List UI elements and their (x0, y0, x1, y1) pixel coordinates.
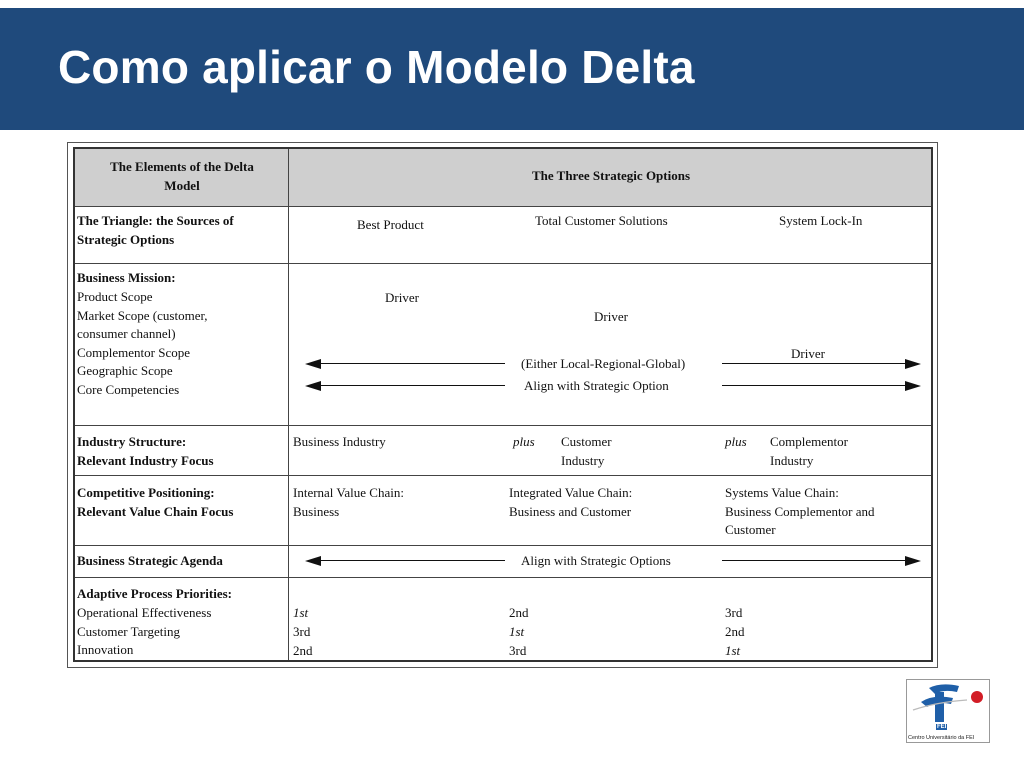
row-divider (75, 206, 931, 207)
driver-total-customer: Driver (594, 309, 628, 324)
value-chain-systems: Systems Value Chain: Business Complementor and Customer (725, 485, 875, 537)
arrow-left-head (305, 381, 321, 391)
priority-cell: 3rd (725, 605, 743, 620)
column-divider (288, 149, 289, 660)
option-best-product: Best Product (357, 217, 424, 232)
arrow-line (319, 560, 505, 561)
arrow-right-head (905, 381, 921, 391)
adaptive-items: Operational Effectiveness Customer Targeting Innovation (77, 605, 212, 657)
slide-title: Como aplicar o Modelo Delta (58, 41, 695, 93)
either-scope-note: (Either Local-Regional-Global) (521, 356, 686, 371)
option-total-customer-solutions: Total Customer Solutions (535, 213, 668, 228)
industry-business: Business Industry (293, 434, 386, 449)
fei-logo-icon (907, 680, 991, 730)
arrow-line (722, 363, 908, 364)
arrow-right-head (905, 556, 921, 566)
row-divider (75, 263, 931, 264)
arrow-right-head (905, 359, 921, 369)
driver-best-product: Driver (385, 290, 419, 305)
priority-cell: 2nd (725, 624, 745, 639)
industry-customer: Customer Industry (561, 434, 612, 468)
option-system-lock-in: System Lock-In (779, 213, 863, 228)
logo-caption: Centro Universitário da FEI (908, 735, 975, 741)
agenda-label: Business Strategic Agenda (77, 553, 223, 568)
industry-plus-2: plus (725, 434, 747, 449)
value-chain-integrated: Integrated Value Chain: Business and Customer (509, 485, 633, 519)
arrow-left-head (305, 556, 321, 566)
priority-cell: 1st (293, 605, 309, 620)
align-strategic-option: Align with Strategic Option (524, 378, 669, 393)
row-divider (75, 545, 931, 546)
industry-label: Industry Structure: Relevant Industry Focus (77, 434, 214, 468)
priority-cell: 3rd (293, 624, 311, 639)
row-divider (75, 577, 931, 578)
fei-logo (906, 679, 990, 743)
header-options: The Three Strategic Options (531, 168, 691, 183)
arrow-line (319, 363, 505, 364)
arrow-line (722, 560, 908, 561)
value-chain-internal: Internal Value Chain: Business (293, 485, 404, 519)
industry-complementor: Complementor Industry (770, 434, 848, 468)
mission-items: Product Scope Market Scope (customer, consumer channel) Complementor Scope Geographic Scope Core Competencies (77, 289, 208, 397)
priority-cell: 1st (725, 643, 741, 658)
arrow-left-head (305, 359, 321, 369)
delta-model-table (73, 147, 933, 662)
header-elements: The Elements of the Delta Model (110, 159, 254, 193)
triangle-label: The Triangle: the Sources of Strategic Options (77, 213, 234, 247)
arrow-line (722, 385, 908, 386)
logo-mark: FEI (937, 724, 947, 730)
adaptive-label: Adaptive Process Priorities: (77, 586, 232, 601)
priority-cell: 1st (509, 624, 525, 639)
driver-system-lock-in: Driver (791, 346, 825, 361)
mission-label: Business Mission: (77, 270, 176, 285)
industry-plus-1: plus (513, 434, 535, 449)
priority-cell: 2nd (293, 643, 313, 658)
priority-cell: 2nd (509, 605, 529, 620)
competitive-label: Competitive Positioning: Relevant Value Chain Focus (77, 485, 234, 519)
arrow-line (319, 385, 505, 386)
row-divider (75, 475, 931, 476)
row-divider (75, 425, 931, 426)
priority-cell: 3rd (509, 643, 527, 658)
align-strategic-options: Align with Strategic Options (521, 553, 671, 568)
